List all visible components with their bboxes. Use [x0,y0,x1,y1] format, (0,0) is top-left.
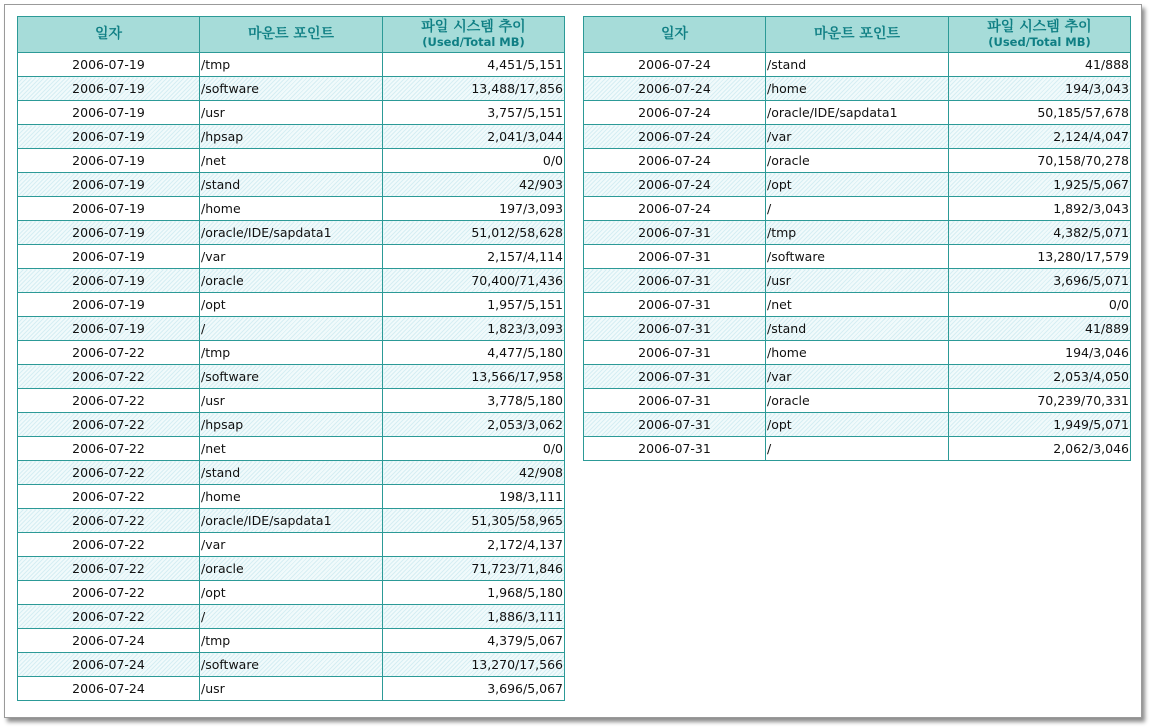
table-row [18,197,565,221]
usage-cell: 3,696/5,067 [383,677,565,701]
mount-point-cell: /net [766,293,949,317]
usage-cell: 70,400/71,436 [383,269,565,293]
date-cell: 2006-07-19 [18,197,200,221]
table-row [18,125,565,149]
usage-cell: 1,892/3,043 [949,197,1131,221]
date-cell: 2006-07-31 [584,221,766,245]
usage-cell: 4,451/5,151 [383,53,565,77]
mount-column-header: 마운트 포인트 [200,17,383,53]
usage-header-title: 파일 시스템 추이 [421,19,526,35]
date-cell: 2006-07-19 [18,77,200,101]
table-row [584,197,1131,221]
table-row [584,365,1131,389]
date-cell: 2006-07-24 [18,653,200,677]
mount-column-header: 마운트 포인트 [766,17,949,53]
date-cell: 2006-07-31 [584,245,766,269]
date-cell: 2006-07-22 [18,557,200,581]
usage-cell: 3,778/5,180 [383,389,565,413]
date-cell: 2006-07-22 [18,461,200,485]
mount-point-cell: /var [200,245,383,269]
usage-cell: 70,239/70,331 [949,389,1131,413]
date-cell: 2006-07-19 [18,149,200,173]
table-row [584,149,1131,173]
date-cell: 2006-07-19 [18,269,200,293]
table-row [584,389,1131,413]
date-cell: 2006-07-22 [18,389,200,413]
date-column-header: 일자 [18,17,200,53]
usage-cell: 3,696/5,071 [949,269,1131,293]
table-row [18,53,565,77]
mount-point-cell: /opt [200,293,383,317]
mount-point-cell: / [766,197,949,221]
table-row [18,341,565,365]
date-cell: 2006-07-31 [584,413,766,437]
table-row [18,293,565,317]
usage-cell: 70,158/70,278 [949,149,1131,173]
table-row [18,245,565,269]
mount-point-cell: /tmp [766,221,949,245]
mount-point-cell: /usr [200,677,383,701]
mount-point-cell: /oracle/IDE/sapdata1 [766,101,949,125]
mount-point-cell: /opt [766,173,949,197]
mount-point-cell: /usr [200,101,383,125]
mount-point-cell: /stand [200,461,383,485]
usage-cell: 1,823/3,093 [383,317,565,341]
usage-cell: 194/3,043 [949,77,1131,101]
date-cell: 2006-07-24 [18,677,200,701]
usage-cell: 1,886/3,111 [383,605,565,629]
usage-header-title: 파일 시스템 추이 [987,19,1092,35]
date-cell: 2006-07-31 [584,293,766,317]
date-cell: 2006-07-24 [584,125,766,149]
mount-point-cell: /oracle [200,269,383,293]
date-cell: 2006-07-19 [18,101,200,125]
mount-point-cell: /hpsap [200,413,383,437]
mount-point-cell: /oracle [766,149,949,173]
mount-point-cell: /tmp [200,341,383,365]
usage-cell: 4,379/5,067 [383,629,565,653]
mount-point-cell: /opt [766,413,949,437]
table-row [18,653,565,677]
table-row [18,485,565,509]
date-cell: 2006-07-22 [18,341,200,365]
table-row [584,101,1131,125]
usage-cell: 197/3,093 [383,197,565,221]
date-cell: 2006-07-19 [18,293,200,317]
table-row [584,125,1131,149]
mount-point-cell: / [200,605,383,629]
table-row [584,293,1131,317]
mount-point-cell: /usr [200,389,383,413]
table-row [18,437,565,461]
table-body-right [584,53,1131,461]
mount-point-cell: /tmp [200,629,383,653]
mount-point-cell: /var [200,533,383,557]
table-row [584,317,1131,341]
table-row [584,413,1131,437]
table-header-row [584,17,1131,53]
table-row [18,581,565,605]
usage-cell: 2,172/4,137 [383,533,565,557]
table-header-row [18,17,565,53]
table-row [584,269,1131,293]
date-cell: 2006-07-22 [18,437,200,461]
date-cell: 2006-07-22 [18,509,200,533]
table-row [18,317,565,341]
date-cell: 2006-07-22 [18,533,200,557]
usage-cell: 2,053/4,050 [949,365,1131,389]
mount-point-cell: /home [766,341,949,365]
date-cell: 2006-07-31 [584,317,766,341]
table-body-left [18,53,565,701]
usage-column-header [383,17,565,53]
usage-cell: 2,124/4,047 [949,125,1131,149]
date-cell: 2006-07-19 [18,221,200,245]
table-row [584,173,1131,197]
table-row [18,461,565,485]
mount-point-cell: /hpsap [200,125,383,149]
usage-cell: 198/3,111 [383,485,565,509]
usage-cell: 0/0 [383,437,565,461]
usage-cell: 13,280/17,579 [949,245,1131,269]
filesystem-table-right [583,16,1131,461]
date-cell: 2006-07-19 [18,245,200,269]
date-cell: 2006-07-22 [18,581,200,605]
usage-cell: 4,382/5,071 [949,221,1131,245]
mount-point-cell: /stand [766,317,949,341]
mount-point-cell: /net [200,149,383,173]
usage-cell: 4,477/5,180 [383,341,565,365]
mount-point-cell: /net [200,437,383,461]
mount-point-cell: /usr [766,269,949,293]
table-row [18,533,565,557]
table-row [584,437,1131,461]
date-cell: 2006-07-19 [18,125,200,149]
mount-point-cell: /var [766,365,949,389]
table-row [584,53,1131,77]
usage-cell: 13,566/17,958 [383,365,565,389]
mount-point-cell: /opt [200,581,383,605]
mount-point-cell: /var [766,125,949,149]
date-cell: 2006-07-24 [584,101,766,125]
mount-point-cell: /stand [200,173,383,197]
usage-cell: 1,925/5,067 [949,173,1131,197]
report-frame [4,4,1142,718]
usage-column-header [949,17,1131,53]
date-cell: 2006-07-22 [18,365,200,389]
usage-cell: 51,305/58,965 [383,509,565,533]
table-row [584,221,1131,245]
usage-cell: 51,012/58,628 [383,221,565,245]
table-row [584,341,1131,365]
usage-cell: 2,062/3,046 [949,437,1131,461]
table-row [18,173,565,197]
usage-header-unit: (Used/Total MB) [422,35,525,49]
usage-cell: 194/3,046 [949,341,1131,365]
usage-cell: 2,157/4,114 [383,245,565,269]
usage-cell: 3,757/5,151 [383,101,565,125]
usage-cell: 42/908 [383,461,565,485]
mount-point-cell: /oracle/IDE/sapdata1 [200,221,383,245]
usage-cell: 13,270/17,566 [383,653,565,677]
mount-point-cell: / [766,437,949,461]
date-cell: 2006-07-22 [18,605,200,629]
date-cell: 2006-07-24 [584,149,766,173]
usage-cell: 0/0 [949,293,1131,317]
date-cell: 2006-07-31 [584,269,766,293]
date-cell: 2006-07-22 [18,485,200,509]
usage-cell: 1,968/5,180 [383,581,565,605]
mount-point-cell: /tmp [200,53,383,77]
usage-cell: 42/903 [383,173,565,197]
table-row [18,221,565,245]
usage-cell: 41/889 [949,317,1131,341]
usage-header-unit: (Used/Total MB) [988,35,1091,49]
date-cell: 2006-07-19 [18,173,200,197]
mount-point-cell: /oracle [766,389,949,413]
usage-cell: 2,041/3,044 [383,125,565,149]
table-row [584,245,1131,269]
table-row [18,149,565,173]
mount-point-cell: / [200,317,383,341]
table-row [18,389,565,413]
date-cell: 2006-07-19 [18,53,200,77]
table-row [18,509,565,533]
date-cell: 2006-07-24 [584,173,766,197]
table-row [584,77,1131,101]
usage-cell: 50,185/57,678 [949,101,1131,125]
mount-point-cell: /software [766,245,949,269]
table-row [18,677,565,701]
usage-cell: 13,488/17,856 [383,77,565,101]
mount-point-cell: /software [200,653,383,677]
date-cell: 2006-07-22 [18,413,200,437]
table-row [18,365,565,389]
table-row [18,101,565,125]
date-cell: 2006-07-31 [584,389,766,413]
date-cell: 2006-07-31 [584,437,766,461]
usage-cell: 1,949/5,071 [949,413,1131,437]
mount-point-cell: /oracle/IDE/sapdata1 [200,509,383,533]
table-row [18,269,565,293]
date-cell: 2006-07-31 [584,341,766,365]
usage-cell: 0/0 [383,149,565,173]
mount-point-cell: /home [200,485,383,509]
mount-point-cell: /home [200,197,383,221]
mount-point-cell: /home [766,77,949,101]
mount-point-cell: /oracle [200,557,383,581]
table-row [18,413,565,437]
usage-cell: 71,723/71,846 [383,557,565,581]
usage-cell: 41/888 [949,53,1131,77]
table-row [18,557,565,581]
date-cell: 2006-07-19 [18,317,200,341]
filesystem-table-left [17,16,565,701]
date-cell: 2006-07-31 [584,365,766,389]
usage-cell: 2,053/3,062 [383,413,565,437]
date-cell: 2006-07-24 [18,629,200,653]
date-cell: 2006-07-24 [584,53,766,77]
usage-cell: 1,957/5,151 [383,293,565,317]
mount-point-cell: /software [200,365,383,389]
date-cell: 2006-07-24 [584,77,766,101]
mount-point-cell: /software [200,77,383,101]
table-row [18,629,565,653]
table-row [18,77,565,101]
table-row [18,605,565,629]
mount-point-cell: /stand [766,53,949,77]
date-cell: 2006-07-24 [584,197,766,221]
date-column-header: 일자 [584,17,766,53]
